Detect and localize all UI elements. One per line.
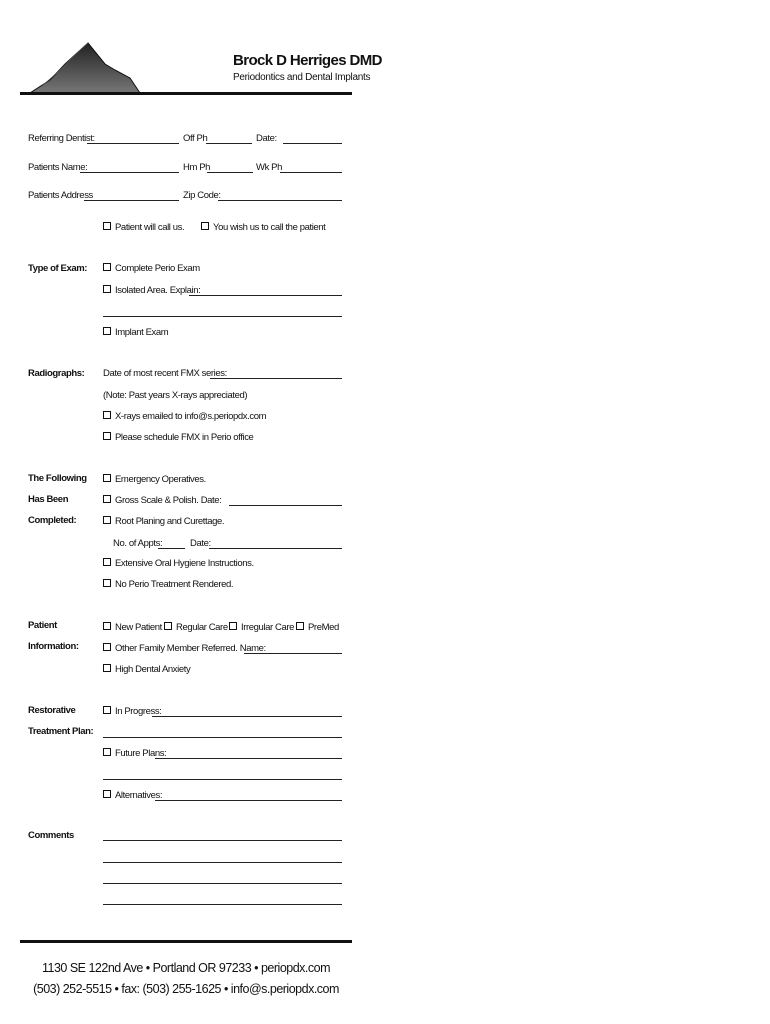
no-perio-option[interactable]: No Perio Treatment Rendered. xyxy=(103,579,233,590)
complete-perio-option[interactable]: Complete Perio Exam xyxy=(103,263,200,274)
no-appts-label: No. of Appts: xyxy=(113,538,163,549)
other-family-option[interactable]: Other Family Member Referred. Name: xyxy=(103,643,266,654)
checkbox[interactable] xyxy=(103,643,111,651)
in-progress-field-2[interactable] xyxy=(103,737,342,738)
patients-address-label: Patients Address xyxy=(28,190,93,201)
footer-address: 1130 SE 122nd Ave • Portland OR 97233 • periopdx.com xyxy=(41,961,331,975)
checkbox[interactable] xyxy=(103,516,111,524)
radiographs-label: Radiographs: xyxy=(28,368,85,379)
root-planing-option[interactable]: Root Planing and Curettage. xyxy=(103,516,224,527)
isolated-explain-field[interactable] xyxy=(189,295,342,296)
completed-label-2: Has Been xyxy=(28,494,69,505)
wk-ph-field[interactable] xyxy=(280,172,342,173)
root-planing-date-label: Date: xyxy=(190,538,211,549)
checkbox[interactable] xyxy=(103,285,111,293)
checkbox[interactable] xyxy=(103,474,111,482)
checkbox[interactable] xyxy=(103,222,111,230)
footer-rule xyxy=(20,940,352,943)
checkbox[interactable] xyxy=(103,263,111,271)
implant-exam-option[interactable]: Implant Exam xyxy=(103,327,168,338)
checkbox[interactable] xyxy=(201,222,209,230)
xray-note: (Note: Past years X-rays appreciated) xyxy=(103,390,248,401)
zip-code-label: Zip Code: xyxy=(183,190,221,201)
date-field[interactable] xyxy=(283,143,342,144)
isolated-explain-field-2[interactable] xyxy=(103,316,342,317)
comments-label: Comments xyxy=(28,830,74,841)
xrays-emailed-option[interactable]: X-rays emailed to info@s.periopdx.com xyxy=(103,411,266,422)
wk-ph-label: Wk Ph xyxy=(256,162,282,173)
regular-care-option[interactable]: Regular Care xyxy=(164,622,228,633)
practice-subtitle: Periodontics and Dental Implants xyxy=(233,72,371,83)
type-of-exam-label: Type of Exam: xyxy=(28,263,88,274)
patients-name-label: Patients Name: xyxy=(28,162,88,173)
zip-code-field[interactable] xyxy=(218,200,342,201)
date-label: Date: xyxy=(256,133,277,144)
doctor-name: Brock D Herriges DMD xyxy=(233,52,382,69)
future-plans-option[interactable]: Future Plans: xyxy=(103,748,166,759)
patient-will-call-option[interactable]: Patient will call us. xyxy=(103,222,184,233)
new-patient-option[interactable]: New Patient xyxy=(103,622,162,633)
checkbox[interactable] xyxy=(103,327,111,335)
off-ph-field[interactable] xyxy=(206,143,252,144)
in-progress-field[interactable] xyxy=(152,716,342,717)
isolated-area-option[interactable]: Isolated Area. Explain: xyxy=(103,285,200,296)
root-planing-date-field[interactable] xyxy=(209,548,342,549)
checkbox[interactable] xyxy=(103,579,111,587)
checkbox[interactable] xyxy=(296,622,304,630)
comments-line-1[interactable] xyxy=(103,840,342,841)
checkbox[interactable] xyxy=(229,622,237,630)
completed-label-3: Completed: xyxy=(28,515,77,526)
future-plans-field[interactable] xyxy=(155,758,342,759)
patients-address-field[interactable] xyxy=(84,200,179,201)
irregular-care-option[interactable]: Irregular Care xyxy=(229,622,294,633)
comments-line-4[interactable] xyxy=(103,904,342,905)
call-patient-option[interactable]: You wish us to call the patient xyxy=(201,222,325,233)
comments-line-3[interactable] xyxy=(103,883,342,884)
hm-ph-field[interactable] xyxy=(207,172,253,173)
checkbox[interactable] xyxy=(103,558,111,566)
header-rule xyxy=(20,92,352,95)
emergency-option[interactable]: Emergency Operatives. xyxy=(103,474,206,485)
checkbox[interactable] xyxy=(103,432,111,440)
gross-scale-option[interactable]: Gross Scale & Polish. Date: xyxy=(103,495,221,506)
anxiety-option[interactable]: High Dental Anxiety xyxy=(103,664,190,675)
premed-option[interactable]: PreMed xyxy=(296,622,339,633)
checkbox[interactable] xyxy=(103,790,111,798)
referring-dentist-field[interactable] xyxy=(87,143,179,144)
referring-dentist-label: Referring Dentist: xyxy=(28,133,95,144)
restorative-label-1: Restorative xyxy=(28,705,76,716)
restorative-label-2: Treatment Plan: xyxy=(28,726,94,737)
checkbox[interactable] xyxy=(103,748,111,756)
checkbox[interactable] xyxy=(103,622,111,630)
fmx-date-field[interactable] xyxy=(210,378,342,379)
checkbox[interactable] xyxy=(103,411,111,419)
patients-name-field[interactable] xyxy=(80,172,179,173)
alternatives-option[interactable]: Alternatives: xyxy=(103,790,162,801)
in-progress-option[interactable]: In Progress: xyxy=(103,706,161,717)
checkbox[interactable] xyxy=(164,622,172,630)
footer-phones: (503) 252-5515 • fax: (503) 255-1625 • info@s.periopdx.com xyxy=(33,982,339,996)
checkbox[interactable] xyxy=(103,706,111,714)
hygiene-option[interactable]: Extensive Oral Hygiene Instructions. xyxy=(103,558,254,569)
alternatives-field[interactable] xyxy=(155,800,342,801)
completed-label-1: The Following xyxy=(28,473,87,484)
no-appts-field[interactable] xyxy=(158,548,185,549)
comments-line-2[interactable] xyxy=(103,862,342,863)
off-ph-label: Off Ph xyxy=(183,133,208,144)
future-plans-field-2[interactable] xyxy=(103,779,342,780)
hm-ph-label: Hm Ph xyxy=(183,162,211,173)
checkbox[interactable] xyxy=(103,664,111,672)
checkbox[interactable] xyxy=(103,495,111,503)
schedule-fmx-option[interactable]: Please schedule FMX in Perio office xyxy=(103,432,253,443)
patient-info-label-2: Information: xyxy=(28,641,79,652)
other-family-name-field[interactable] xyxy=(244,653,342,654)
fmx-date-label: Date of most recent FMX series: xyxy=(103,368,227,379)
mountain-logo xyxy=(30,40,140,94)
patient-info-label-1: Patient xyxy=(28,620,57,631)
gross-scale-date-field[interactable] xyxy=(229,505,342,506)
